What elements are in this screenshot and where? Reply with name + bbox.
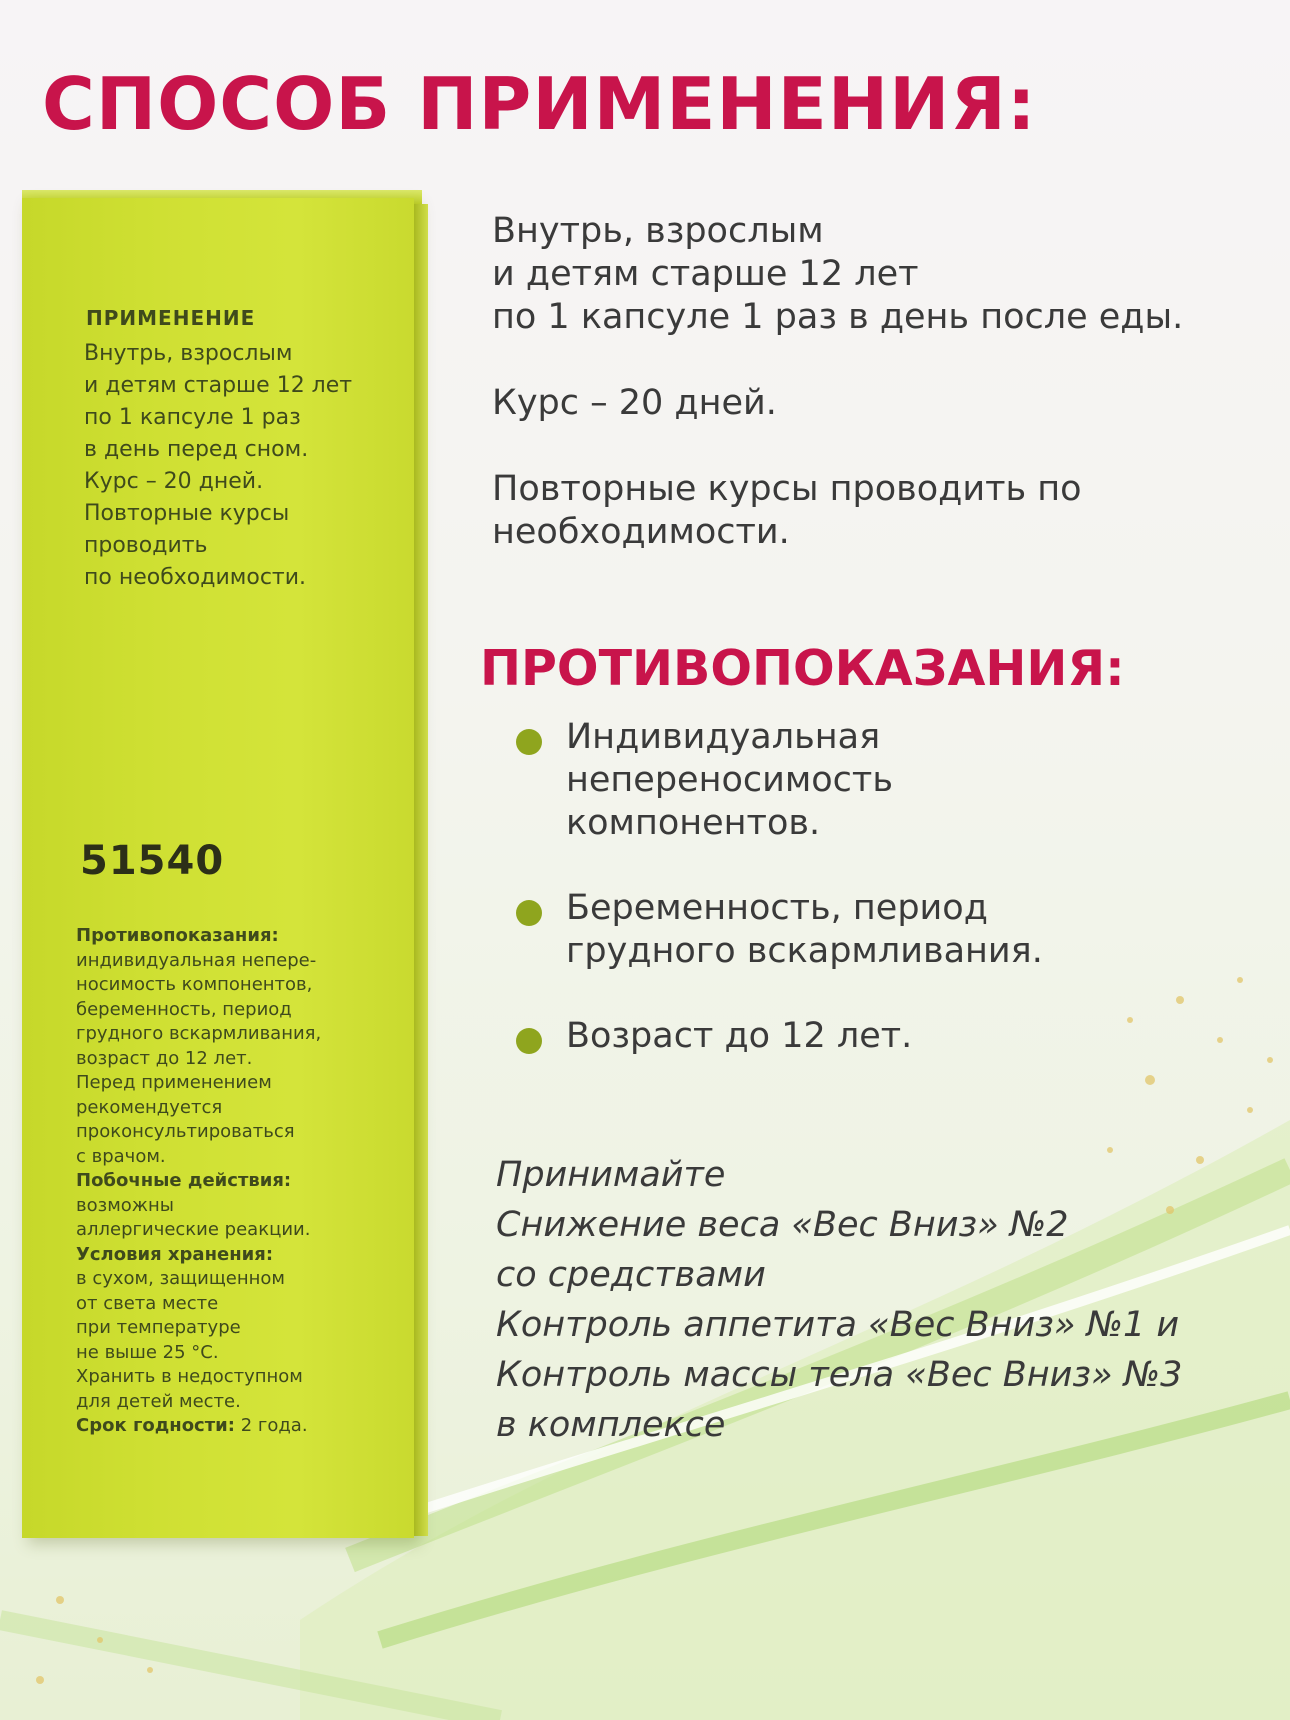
package-application-text: Внутрь, взрослым и детям старше 12 лет по 1 капсуле 1 раз в день перед сном. Курс – 20 дней. Повторные курсы проводить по необходимости. (84, 341, 353, 590)
package-application-heading: ПРИМЕНЕНИЕ (86, 306, 256, 330)
package-photo (22, 198, 430, 1550)
package-shelf-life-text: 2 года. (240, 1415, 308, 1436)
list-item (516, 716, 1043, 845)
package-contra-text: индивидуальная непере- носимость компонентов, беременность, период грудного вскармливания, возраст до 12 лет. Перед применением рекомендуется проконсультироваться с врачом. (76, 949, 322, 1167)
package-contra-heading: Противопоказания: (76, 925, 279, 946)
contraindications-list (516, 716, 1043, 1058)
contraindications-title: ПРОТИВОПОКАЗАНИЯ: (480, 640, 1125, 697)
usage-dosage: Внутрь, взрослым и детям старше 12 лет по 1 капсуле 1 раз в день после еды. (492, 211, 1184, 337)
page-title: СПОСОБ ПРИМЕНЕНИЯ: (42, 62, 1037, 146)
package-side-effects-text: возможны аллергические реакции. (76, 1194, 311, 1240)
package-storage-text: в сухом, защищенном от света месте при температуре не выше 25 °С. Хранить в недоступном для детей месте. (76, 1268, 303, 1412)
package-shelf-life-heading: Срок годности: (76, 1415, 235, 1436)
package-code: 51540 (80, 838, 225, 884)
bullet-icon (516, 729, 542, 755)
contraindication-text: Беременность, период грудного вскармливания. (566, 888, 1043, 971)
package-storage-heading: Условия хранения: (76, 1243, 274, 1265)
bullet-icon (516, 900, 542, 926)
usage-repeat: Повторные курсы проводить по необходимости. (492, 469, 1082, 552)
contraindication-text: Возраст до 12 лет. (566, 1016, 913, 1056)
bullet-icon (516, 1028, 542, 1054)
usage-course: Курс – 20 дней. (492, 383, 777, 423)
contraindication-text: Индивидуальная непереносимость компонентов. (566, 717, 893, 843)
package-side-effects-heading: Побочные действия: (76, 1170, 292, 1191)
package-right-edge (414, 204, 428, 1536)
package-details (76, 924, 321, 1439)
list-item (516, 887, 1043, 973)
combo-recommendation: Принимайте Снижение веса «Вес Вниз» №2 со средствами Контроль аппетита «Вес Вниз» №1 и Контроль массы тела «Вес Вниз» №3 в комплексе (496, 1155, 1183, 1445)
list-item (516, 1015, 1043, 1058)
usage-section (492, 210, 1183, 554)
